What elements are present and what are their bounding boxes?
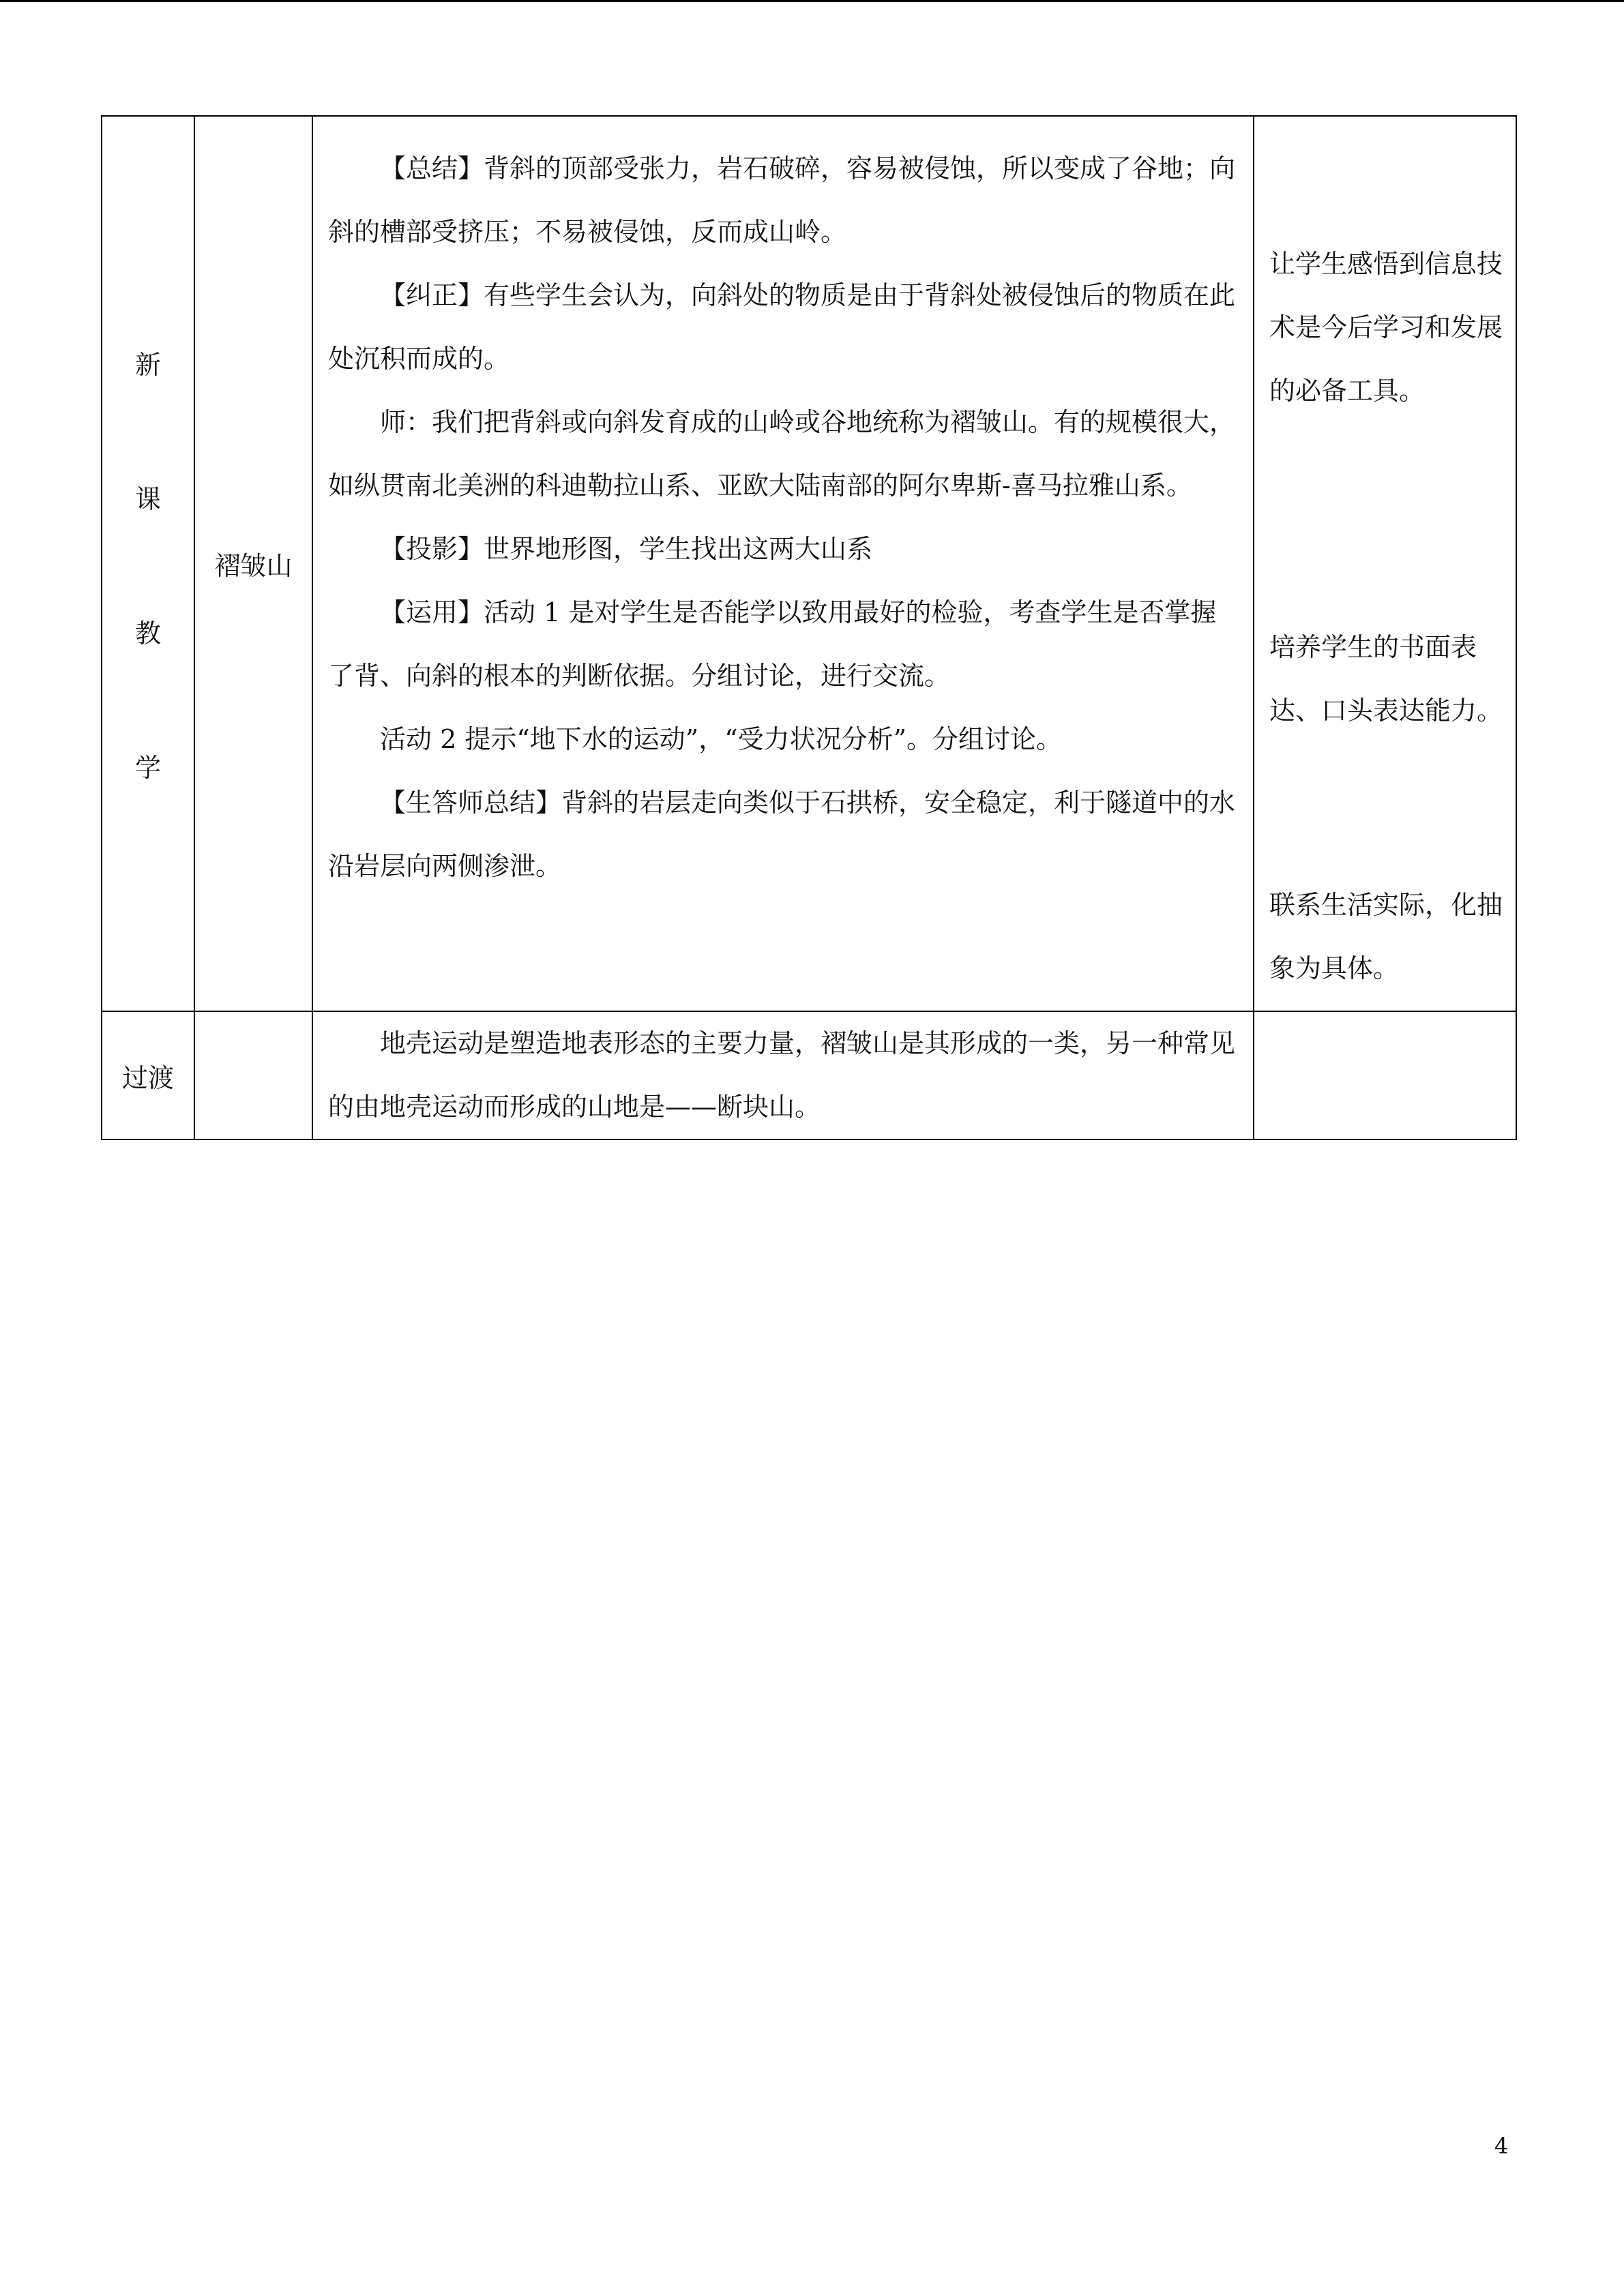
design-intent-cell: [1254, 1011, 1516, 1139]
section-cell: [102, 116, 194, 1011]
content-paragraph: 地壳运动是塑造地表形态的主要力量，褶皱山是其形成的一类，另一种常见的由地壳运动而形成的山地是——断块山。: [328, 1028, 1236, 1122]
lesson-plan-table: [101, 115, 1517, 1140]
table-row: [102, 1011, 1516, 1139]
design-intent-cell: [1254, 116, 1516, 1011]
content-paragraph: 活动 2 提示“地下水的运动”，“受力状况分析”。分组讨论。: [380, 724, 1063, 754]
section-char: 课: [134, 483, 161, 514]
section-cell: 过渡: [102, 1011, 194, 1139]
design-note: 培养学生的书面表达、口头表达能力。: [1269, 632, 1503, 726]
content-paragraph: 【投影】世界地形图，学生找出这两大山系: [380, 534, 873, 564]
page-number: 4: [1494, 2133, 1509, 2159]
table-row: [102, 116, 1516, 1011]
design-note: 让学生感悟到信息技术是今后学习和发展的必备工具。: [1269, 249, 1503, 406]
content-paragraph: 师：我们把背斜或向斜发育成的山岭或谷地统称为褶皱山。有的规模很大，如纵贯南北美洲的科迪勒拉山系、亚欧大陆南部的阿尔卑斯-喜马拉雅山系。: [328, 407, 1236, 501]
content-paragraph: 【纠正】有些学生会认为，向斜处的物质是由于背斜处被侵蚀后的物质在此处沉积而成的。: [328, 280, 1236, 374]
content-paragraph: 【运用】活动 1 是对学生是否能学以致用最好的检验，考查学生是否掌握了背、向斜的根本的判断依据。分组讨论，进行交流。: [328, 597, 1217, 691]
topic-cell: 褶皱山: [194, 116, 312, 1011]
content-cell: [312, 116, 1254, 1011]
section-char: 学: [134, 752, 161, 783]
content-paragraph: 【总结】背斜的顶部受张力，岩石破碎，容易被侵蚀，所以变成了谷地；向斜的槽部受挤压；不易被侵蚀，反而成山岭。: [328, 153, 1236, 247]
design-note: 联系生活实际，化抽象为具体。: [1269, 890, 1503, 983]
section-char: 教: [134, 618, 161, 648]
top-border-line: [0, 0, 1624, 2]
content-cell: [312, 1011, 1254, 1139]
section-char: 新: [134, 349, 161, 380]
topic-cell: [194, 1011, 312, 1139]
content-paragraph: 【生答师总结】背斜的岩层走向类似于石拱桥，安全稳定，利于隧道中的水沿岩层向两侧渗泄。: [328, 788, 1236, 881]
